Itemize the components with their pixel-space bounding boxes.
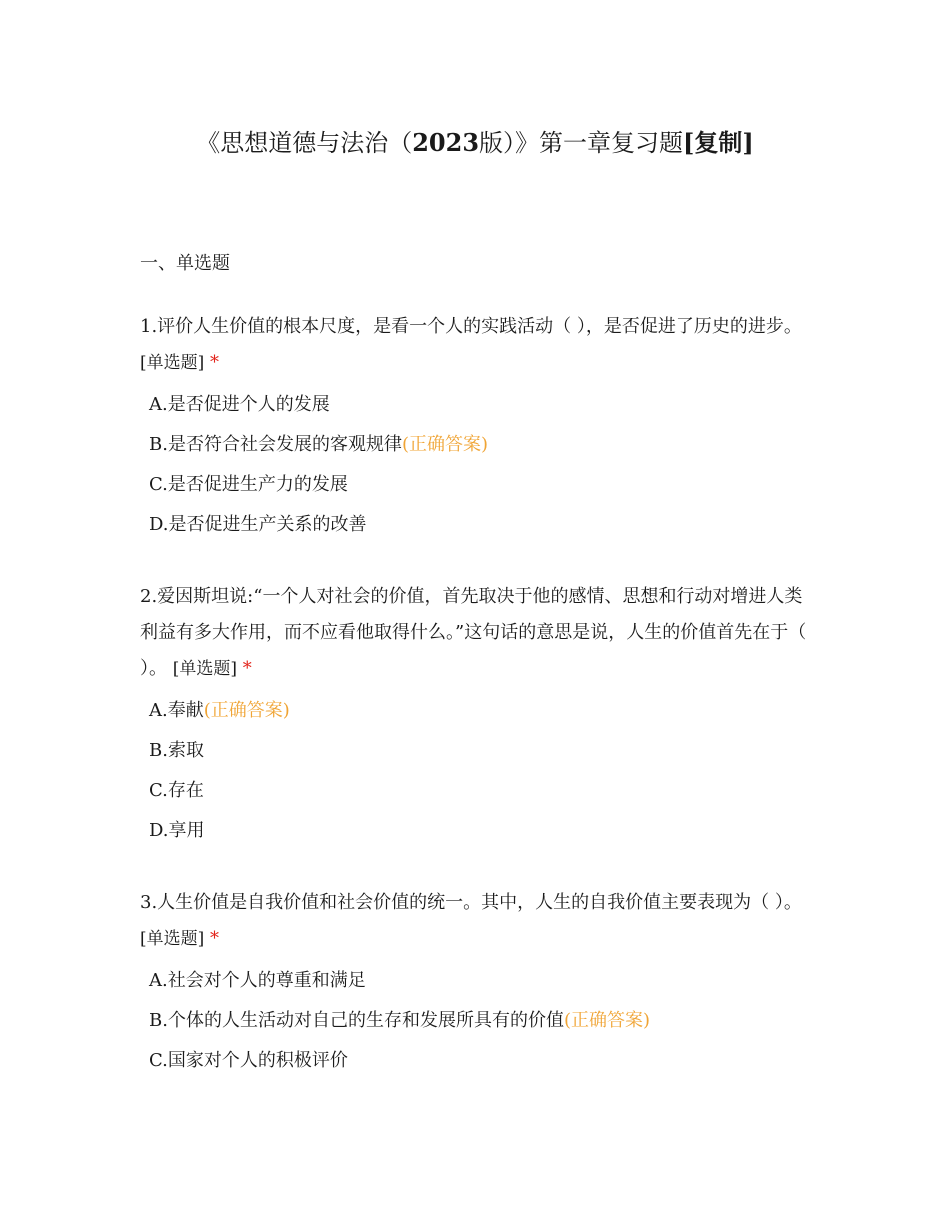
option-text: C.是否促进生产力的发展 (149, 474, 348, 495)
section-heading: 一、单选题 (140, 253, 230, 274)
option-c[interactable] (140, 1041, 810, 1081)
question-text: 1.评价人生价值的根本尺度，是看一个人的实践活动（ ），是否促进了历史的进步。 (140, 316, 802, 337)
required-mark: * (242, 658, 252, 679)
question-2 (140, 579, 810, 851)
option-text: B.个体的人生活动对自己的生存和发展所具有的价值 (149, 1010, 564, 1031)
title-copy-suffix: [复制] (683, 128, 754, 158)
option-b[interactable] (140, 731, 810, 771)
title-part-1: 《思想道德与法治（ (196, 129, 413, 158)
option-text: C.存在 (149, 780, 204, 801)
option-text: A.社会对个人的尊重和满足 (149, 970, 366, 991)
question-3 (140, 885, 810, 1081)
required-mark: * (210, 352, 219, 373)
question-text: 2.爱因斯坦说:“一个人对社会的价值，首先取决于他的感情、思想和行动对增进人类利益有多大作用，而不应看他取得什么。”这句话的意思是说，人生的价值首先在于（ ）。 (140, 586, 807, 679)
option-text: D.享用 (149, 820, 205, 841)
option-a[interactable] (140, 385, 810, 425)
option-text: D.是否促进生产关系的改善 (149, 514, 367, 535)
question-type: [单选题] (172, 659, 237, 679)
question-stem (140, 309, 810, 381)
question-type: [单选题] (140, 353, 205, 373)
option-a[interactable] (140, 691, 810, 731)
option-text: A.奉献 (149, 700, 204, 721)
option-text: C.国家对个人的积极评价 (149, 1050, 348, 1071)
option-c[interactable] (140, 771, 810, 811)
page-title (0, 126, 950, 160)
required-mark: * (210, 928, 219, 949)
title-year: 2023 (412, 128, 480, 158)
option-d[interactable] (140, 505, 810, 545)
correct-answer-tag: (正确答案) (563, 1010, 650, 1031)
option-b[interactable] (140, 425, 810, 465)
question-1 (140, 309, 810, 545)
question-stem (140, 579, 810, 687)
option-text: B.索取 (149, 740, 204, 761)
correct-answer-tag: (正确答案) (401, 434, 488, 455)
correct-answer-tag: (正确答案) (203, 700, 290, 721)
option-c[interactable] (140, 465, 810, 505)
question-stem (140, 885, 810, 957)
title-part-2: 版）》第一章复习题 (479, 129, 684, 158)
option-d[interactable] (140, 811, 810, 851)
option-b[interactable] (140, 1001, 810, 1041)
option-text: B.是否符合社会发展的客观规律 (149, 434, 402, 455)
question-type: [单选题] (140, 929, 205, 949)
question-text: 3.人生价值是自我价值和社会价值的统一。其中，人生的自我价值主要表现为（ ）。 (140, 892, 802, 913)
option-a[interactable] (140, 961, 810, 1001)
question-list (140, 309, 810, 1115)
option-text: A.是否促进个人的发展 (149, 394, 330, 415)
